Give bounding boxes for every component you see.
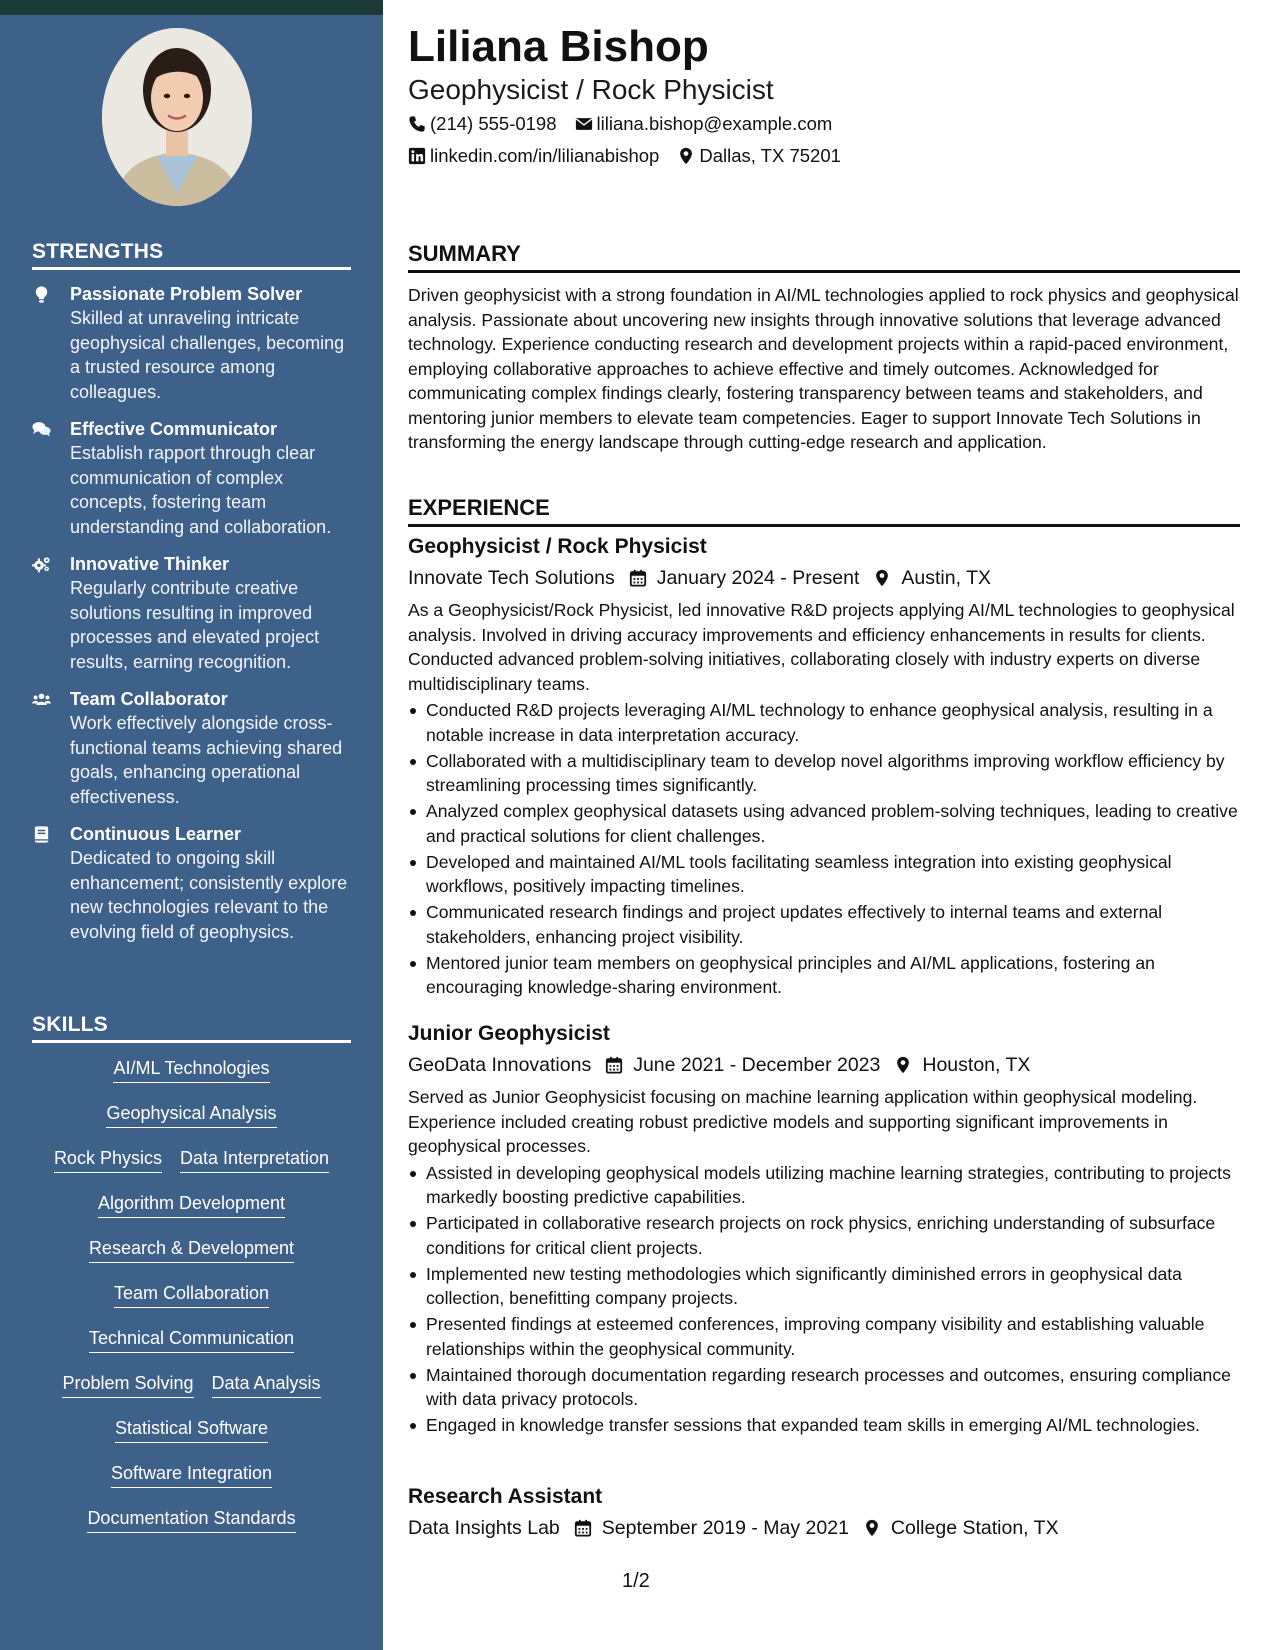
email-contact[interactable] [575,113,833,135]
map-pin-icon [863,1519,881,1537]
strength-title: Continuous Learner [70,824,242,844]
profile-photo [102,28,252,206]
strength-description: Work effectively alongside cross-functional teams achieving shared goals, enhancing operational effectiveness. [70,713,343,807]
linkedin-icon [408,147,426,165]
skills-heading: SKILLS [32,1013,351,1043]
skill-tag: Statistical Software [115,1417,268,1443]
skill-tag: Problem Solving [62,1372,193,1398]
bullet-item: Collaborated with a multidisciplinary team to develop novel algorithms improving workflow efficiency by streamlining processing times significantly. [408,749,1240,798]
experience-heading: EXPERIENCE [408,495,1240,527]
job-title: Research Assistant [408,1485,603,1508]
skill-tag: Data Analysis [212,1372,321,1398]
users-icon [32,687,70,809]
experience-item [408,1483,1240,1543]
strength-item [32,687,351,809]
location-contact [677,145,841,167]
strength-item [32,417,351,539]
strengths-section [32,240,351,957]
phone-icon [408,115,426,133]
strengths-heading: STRENGTHS [32,240,351,270]
summary-text: Driven geophysicist with a strong foundation in AI/ML technologies applied to rock physics and geophysical analysis. Passionate about uncovering new insights through innovative solutions that leverage advanced technology. Experience conducting research and development projects within a rapid-paced environment, employing collaborative approaches to achieve effective and timely outcomes. Acknowledged for communicating complex findings clearly, fostering transparency between teams and stakeholders, and mentoring junior members to elevate team competencies. Eager to support Innovate Tech Solutions in transforming the energy landscape through cutting-edge research and application. [408,285,1239,452]
job-meta [408,1513,1240,1543]
skill-tag: Software Integration [111,1462,272,1488]
book-icon [32,822,70,944]
bullet-item: Presented findings at esteemed conferences, improving company visibility and establishing valuable relationships within the geophysical community. [408,1312,1240,1361]
bullet-item: Communicated research findings and project updates effectively to internal teams and external stakeholders, enhancing project visibility. [408,900,1240,949]
job-dates: September 2019 - May 2021 [601,1517,849,1539]
bullet-item: Participated in collaborative research projects on rock physics, enriching understanding of subsurface conditions for critical client projects. [408,1211,1240,1260]
bullet-item: Mentored junior team members on geophysical principles and AI/ML applications, fostering an encouraging knowledge-sharing environment. [408,951,1240,1000]
sidebar [0,0,383,1650]
job-title: Geophysicist / Rock Physicist [408,535,707,558]
bullet-item: Engaged in knowledge transfer sessions that expanded team skills in emerging AI/ML technologies. [408,1413,1240,1438]
job-bullets [408,1161,1240,1438]
company-name: Innovate Tech Solutions [408,567,615,589]
page-number: 1/2 [622,1570,650,1592]
job-meta [408,1050,1240,1080]
job-bullets [408,698,1240,1000]
candidate-title: Geophysicist / Rock Physicist [408,74,774,105]
job-location: Houston, TX [922,1054,1031,1076]
skill-tag: Documentation Standards [87,1507,295,1533]
strength-item [32,552,351,674]
strength-item [32,822,351,944]
gears-icon [32,552,70,674]
strength-title: Passionate Problem Solver [70,284,303,304]
skills-section [32,1013,351,1552]
skill-tag: Team Collaboration [114,1282,269,1308]
email-address: liliana.bishop@example.com [596,113,833,134]
experience-item [408,533,1240,1001]
lightbulb-icon [32,282,70,404]
linkedin-url: linkedin.com/in/lilianabishop [430,145,660,166]
job-title: Junior Geophysicist [408,1022,610,1045]
skill-tag: Geophysical Analysis [106,1102,276,1128]
company-name: GeoData Innovations [408,1054,592,1076]
bullet-item: Assisted in developing geophysical models utilizing machine learning strategies, contributing to projects markedly boosting predictive capabilities. [408,1161,1240,1210]
job-location: Austin, TX [901,567,992,589]
profile-photo-image [102,28,252,206]
strength-description: Regularly contribute creative solutions resulting in improved processes and elevated project results, earning recognition. [70,578,320,672]
company-name: Data Insights Lab [408,1517,560,1539]
calendar-icon [605,1056,623,1074]
skill-tag: Algorithm Development [98,1192,285,1218]
map-pin-icon [677,147,695,165]
skills-list [32,1057,351,1552]
strength-description: Skilled at unraveling intricate geophysical challenges, becoming a trusted resource among colleagues. [70,308,345,402]
contact-row-2 [408,145,841,167]
experience-item [408,1020,1240,1439]
calendar-icon [629,569,647,587]
strength-title: Effective Communicator [70,419,278,439]
strength-title: Team Collaborator [70,689,228,709]
strengths-list [32,282,351,944]
bullet-item: Maintained thorough documentation regarding research processes and outcomes, ensuring compliance with data privacy protocols. [408,1363,1240,1412]
phone-number: (214) 555-0198 [430,113,557,134]
comments-icon [32,417,70,539]
job-description: As a Geophysicist/Rock Physicist, led innovative R&D projects applying AI/ML technologies to geophysical analysis. Involved in driving accuracy improvements and efficiency enhancements in results for clients. Conducted advanced problem-solving initiatives, collaborating closely with industry experts on diverse multidisciplinary teams. [408,600,1235,694]
strength-item [32,282,351,404]
summary-heading: SUMMARY [408,241,1240,273]
bullet-item: Analyzed complex geophysical datasets using advanced problem-solving techniques, leading to creative and practical solutions for client challenges. [408,799,1240,848]
phone-contact[interactable] [408,113,557,135]
contact-row-1 [408,113,832,135]
job-dates: January 2024 - Present [656,567,860,589]
job-location: College Station, TX [890,1517,1059,1539]
strength-description: Dedicated to ongoing skill enhancement; consistently explore new technologies relevant to the evolving field of geophysics. [70,848,348,942]
job-description: Served as Junior Geophysicist focusing on machine learning application within geophysical modeling. Experience included creating robust predictive models and supporting significant improvements in geophysical processes. [408,1087,1198,1156]
envelope-icon [575,115,593,133]
strength-title: Innovative Thinker [70,554,230,574]
bullet-item: Conducted R&D projects leveraging AI/ML technology to enhance geophysical analysis, resulting in a notable increase in data interpretation accuracy. [408,698,1240,747]
calendar-icon [574,1519,592,1537]
skill-tag: Data Interpretation [180,1147,329,1173]
strength-description: Establish rapport through clear communication of complex concepts, fostering team understanding and collaboration. [70,443,332,537]
sidebar-top-bar [0,0,383,15]
job-meta [408,563,1240,593]
map-pin-icon [873,569,891,587]
bullet-item: Developed and maintained AI/ML tools facilitating seamless integration into existing geophysical workflows, positively impacting timelines. [408,850,1240,899]
location-text: Dallas, TX 75201 [699,145,841,166]
skill-tag: Technical Communication [89,1327,294,1353]
skill-tag: AI/ML Technologies [113,1057,269,1083]
map-pin-icon [894,1056,912,1074]
job-dates: June 2021 - December 2023 [633,1054,881,1076]
linkedin-contact[interactable] [408,145,659,167]
candidate-name: Liliana Bishop [408,22,709,71]
skill-tag: Research & Development [89,1237,294,1263]
bullet-item: Implemented new testing methodologies which significantly diminished errors in geophysical data collection, benefitting company projects. [408,1262,1240,1311]
skill-tag: Rock Physics [54,1147,162,1173]
